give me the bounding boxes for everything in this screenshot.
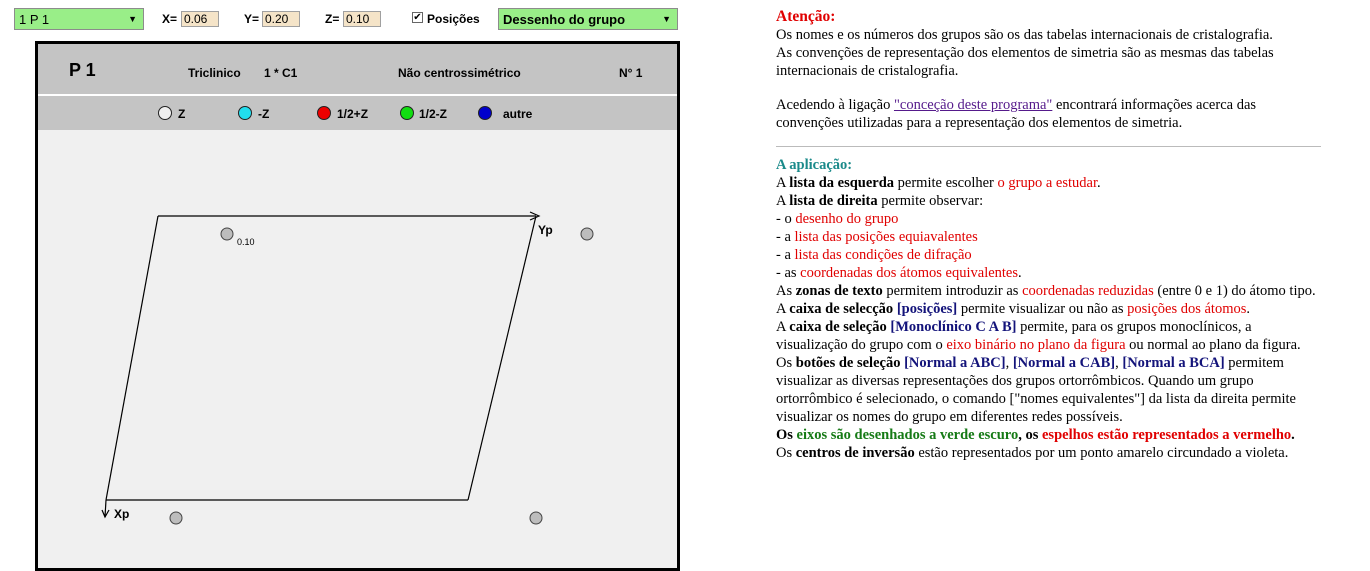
cell-edge-right [468, 216, 536, 500]
app-bullet-1: - o desenho do grupo [776, 211, 899, 227]
positions-checkbox[interactable]: ✔ [413, 12, 422, 23]
axis-yp-label: Yp [538, 223, 553, 237]
figure-legend [38, 96, 677, 130]
atom-position [170, 512, 182, 524]
legend-dot-autre [478, 106, 492, 120]
app-line-2: A lista de direita permite observar: [776, 193, 984, 209]
atencao-text-2: As convenções de representação dos elementos de simetria são as mesmas das tabelas internacionais de cristalografia. [776, 45, 1274, 79]
atom-position [221, 228, 233, 240]
axis-xp-label: Xp [114, 507, 130, 521]
legend-label: -Z [258, 107, 270, 121]
link-paragraph [776, 96, 1321, 132]
centrosymmetry: Não centrossimétrico [398, 66, 521, 80]
view-select-value: Dessenho do grupo [503, 12, 626, 27]
y-label: Y= [244, 12, 260, 26]
atencao-text-1: Os nomes e os números dos grupos são os das tabelas internacionais de cristalografia. [776, 27, 1273, 43]
group-setting: 1 * C1 [264, 66, 298, 80]
app-line-1: A lista da esquerda permite escolher o grupo a estudar. [776, 175, 1101, 191]
app-bullet-3: - a lista das condições de difração [776, 247, 972, 263]
group-select-value: 1 P 1 [19, 12, 50, 27]
atom-position [581, 228, 593, 240]
y-input[interactable] [262, 11, 300, 27]
app-eixos: Os eixos são desenhados a verde escuro, os espelhos estão representados a vermelho. [776, 427, 1295, 443]
unit-cell-drawing [38, 130, 677, 570]
app-title: A aplicação: [776, 157, 853, 173]
atencao-title: Atenção: [776, 8, 836, 25]
legend-dot-z [158, 106, 172, 120]
app-centros: Os centros de inversão estão representados por um ponto amarelo circundado a violeta. [776, 445, 1289, 461]
app-caixa-2: A caixa de seleção [Monoclínico C A B] permite, para os grupos monoclínicos, a visualização do grupo com o eixo binário no plano da figura ou normal ao plano da figura. [776, 319, 1301, 353]
link-outro: encontrará informações acerca das convenções utilizadas para a representação dos elementos de simetria. [776, 97, 1257, 131]
app-bullet-2: - a lista das posições equiavalentes [776, 229, 978, 245]
group-symbol: P 1 [69, 60, 96, 80]
app-botoes: Os botões de seleção [Normal a ABC], [Normal a CAB], [Normal a BCA] permitem visualizar as diversas representações dos grupos ortorrômbicos. Quando um grupo ortorrômbico é selecionado, o comando ["nomes equivalentes"] da lista da direita permite visualizar os nomes do grupo em diferentes redes possíveis. [776, 355, 1296, 425]
link-intro: Acedendo à ligação [776, 97, 894, 113]
divider [776, 146, 1321, 147]
z-input[interactable] [343, 11, 381, 27]
legend-label: autre [503, 107, 533, 121]
chevron-down-icon: ▼ [662, 14, 671, 24]
legend-label: Z [178, 107, 186, 121]
legend-label: 1/2-Z [419, 107, 448, 121]
info-panel [776, 8, 1321, 462]
legend-dot-minus-z [238, 106, 252, 120]
z-label: Z= [325, 12, 340, 26]
legend-dot-half-plus-z [317, 106, 331, 120]
group-number: N° 1 [619, 66, 643, 80]
x-input[interactable] [181, 11, 219, 27]
app-zonas: As zonas de texto permitem introduzir as coordenadas reduzidas (entre 0 e 1) do átomo tipo. [776, 283, 1316, 299]
x-label: X= [162, 12, 178, 26]
figure-header [38, 44, 677, 96]
chevron-down-icon: ▼ [128, 14, 137, 24]
concecao-link[interactable]: "conceção deste programa" [893, 97, 1053, 113]
atom-position [530, 512, 542, 524]
view-select[interactable] [498, 8, 678, 30]
app-bullet-4: - as coordenadas dos átomos equivalentes. [776, 265, 1022, 281]
positions-label: Posições [427, 12, 480, 26]
group-figure [35, 41, 680, 571]
group-select[interactable] [14, 8, 144, 30]
cell-edge-left [106, 216, 158, 500]
legend-label: 1/2+Z [337, 107, 369, 121]
crystal-system: Triclinico [188, 66, 241, 80]
app-caixa-1: A caixa de selecção [posições] permite visualizar ou não as posições dos átomos. [776, 301, 1250, 317]
legend-dot-half-minus-z [400, 106, 414, 120]
atom-z-label: 0.10 [237, 237, 255, 247]
